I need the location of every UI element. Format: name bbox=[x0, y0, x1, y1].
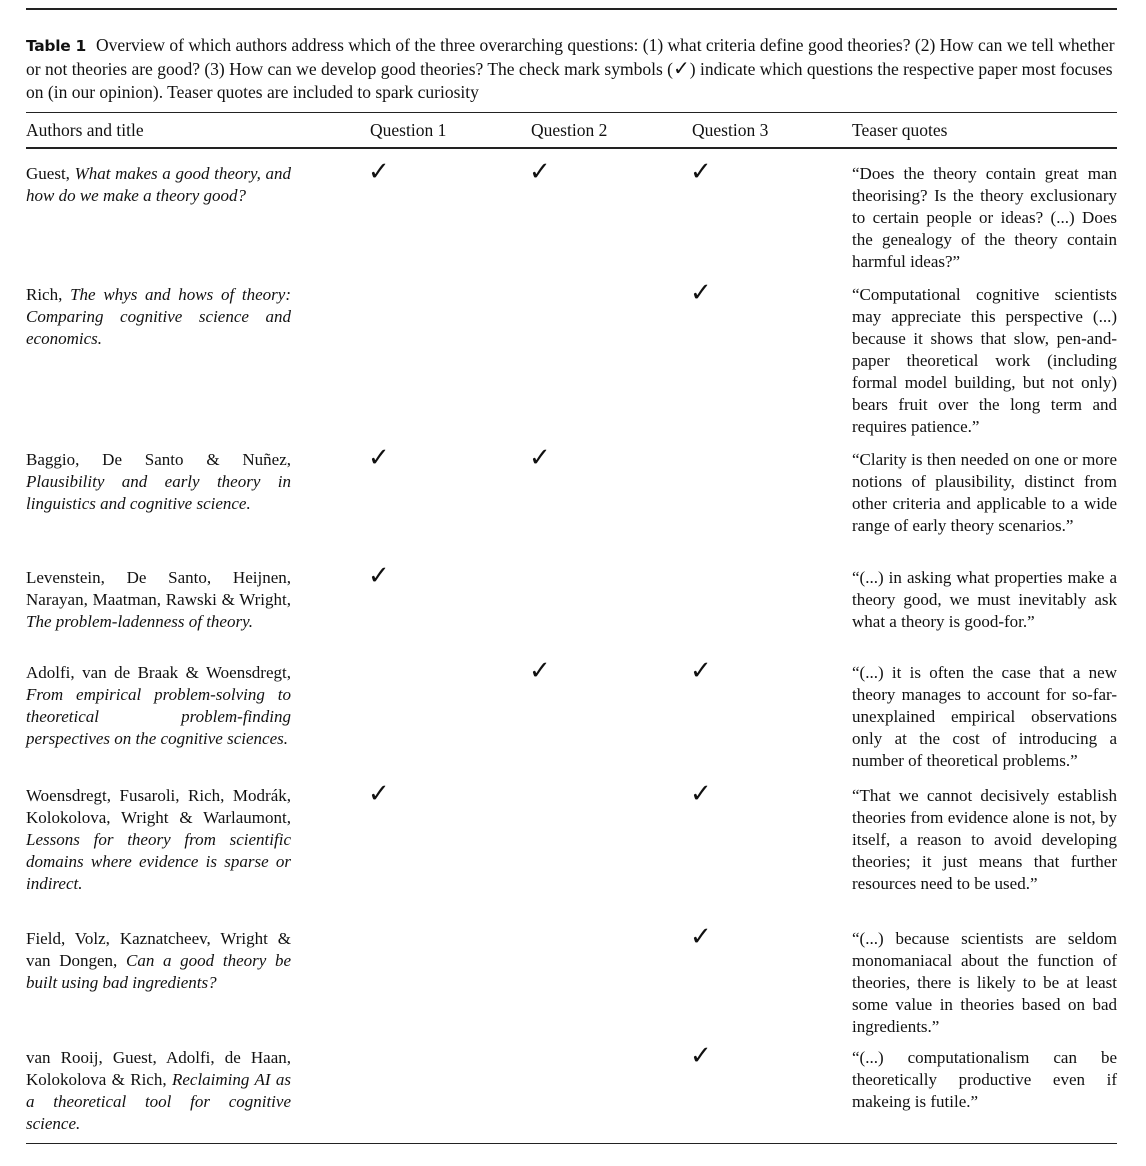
check-mark-question-1: ✓ bbox=[368, 157, 390, 187]
teaser-quote: “That we cannot decisively establish theories from evidence alone is not, by itself, a reason to avoid developing theories; it just means that further resources need to be used.” bbox=[852, 786, 1117, 893]
check-mark-question-1: ✓ bbox=[368, 779, 390, 809]
teaser-quote: “(...) in asking what properties make a theory good, we must inevitably ask what a theory is good-for.” bbox=[852, 568, 1117, 631]
authors-text: Woensdregt, Fusaroli, Rich, Modrák, Kolokolova, Wright & Warlaumont, bbox=[26, 786, 291, 827]
paper-title: The problem-ladenness of theory. bbox=[26, 612, 253, 631]
header-question-1: Question 1 bbox=[370, 120, 447, 140]
teaser-quote: “(...) computationalism can be theoretically productive even if makeing is futile.” bbox=[852, 1048, 1117, 1111]
teaser-quote: “Clarity is then needed on one or more notions of plausibility, distinct from other criteria and applicable to a wide range of early theory scenarios.” bbox=[852, 450, 1117, 535]
check-mark-question-3: ✓ bbox=[690, 1041, 712, 1071]
check-mark-question-3: ✓ bbox=[690, 656, 712, 686]
authors-and-title-cell bbox=[26, 163, 291, 207]
check-mark-question-1: ✓ bbox=[368, 443, 390, 473]
paper-title: Plausibility and early theory in linguistics and cognitive science. bbox=[26, 472, 291, 513]
teaser-quote: “(...) it is often the case that a new theory manages to account for so-far-unexplained empirical observations only at the cost of introducing a number of theoretical problems.” bbox=[852, 663, 1117, 770]
authors-text: Field, Volz, Kaznatcheev, Wright & van Dongen, bbox=[26, 929, 291, 970]
table-caption bbox=[26, 34, 1117, 104]
authors-and-title-cell bbox=[26, 928, 291, 994]
paper-title: From empirical problem-solving to theoretical problem-finding perspectives on the cognitive sciences. bbox=[26, 685, 291, 748]
top-rule bbox=[26, 8, 1117, 10]
authors-and-title-cell bbox=[26, 785, 291, 895]
authors-text: Rich, bbox=[26, 285, 63, 304]
authors-and-title-cell bbox=[26, 449, 291, 515]
header-top-rule bbox=[26, 112, 1117, 113]
caption-text-after: ) indicate which questions the respective paper most focuses on (in our opinion). Teaser quotes are included to spark curiosity bbox=[26, 59, 1113, 102]
authors-text: Levenstein, De Santo, Heijnen, Narayan, Maatman, Rawski & Wright, bbox=[26, 568, 291, 609]
header-authors: Authors and title bbox=[26, 120, 144, 140]
authors-and-title-cell bbox=[26, 1047, 291, 1135]
teaser-quote: “(...) because scientists are seldom monomaniacal about the function of theories, there is likely to be at least some value in theories based on bad ingredients.” bbox=[852, 929, 1117, 1036]
table-label: Table 1 bbox=[26, 37, 87, 55]
authors-text: Baggio, De Santo & Nuñez, bbox=[26, 450, 291, 469]
check-mark-question-2: ✓ bbox=[529, 157, 551, 187]
check-mark-question-1: ✓ bbox=[368, 561, 390, 591]
authors-and-title-cell bbox=[26, 662, 291, 750]
check-mark-question-3: ✓ bbox=[690, 278, 712, 308]
check-mark-question-3: ✓ bbox=[690, 157, 712, 187]
header-question-2: Question 2 bbox=[531, 120, 608, 140]
authors-and-title-cell bbox=[26, 284, 291, 350]
header-question-3: Question 3 bbox=[692, 120, 769, 140]
paper-title: Can a good theory be built using bad ingredients? bbox=[26, 951, 291, 992]
check-mark-question-2: ✓ bbox=[529, 443, 551, 473]
teaser-quote: “Computational cognitive scientists may appreciate this perspective (...) because it shows that slow, pen-and-paper theoretical work (including formal model building, but not only) bears fruit over the long term and requires patience.” bbox=[852, 285, 1117, 436]
caption-check-symbol: ✓ bbox=[672, 58, 690, 80]
header-teaser-quotes: Teaser quotes bbox=[852, 120, 948, 140]
header-bottom-rule bbox=[26, 147, 1117, 149]
caption-text-before: Overview of which authors address which of the three overarching questions: (1) what criteria define good theories? (2) How can we tell whether or not theories are good? (3) How can we develop good theories? The check mark symbols ( bbox=[26, 35, 1115, 79]
paper-title: Reclaiming AI as a theoretical tool for cognitive science. bbox=[26, 1070, 291, 1133]
check-mark-question-3: ✓ bbox=[690, 922, 712, 952]
authors-text: van Rooij, Guest, Adolfi, de Haan, Kolokolova & Rich, bbox=[26, 1048, 291, 1089]
authors-text: Guest, bbox=[26, 164, 70, 183]
check-mark-question-3: ✓ bbox=[690, 779, 712, 809]
authors-text: Adolfi, van de Braak & Woensdregt, bbox=[26, 663, 291, 682]
authors-and-title-cell bbox=[26, 567, 291, 633]
teaser-quote: “Does the theory contain great man theorising? Is the theory exclusionary to certain people or ideas? (...) Does the genealogy of the theory contain harmful ideas?” bbox=[852, 164, 1117, 271]
bottom-rule bbox=[26, 1143, 1117, 1144]
paper-title: The whys and hows of theory: Comparing cognitive science and economics. bbox=[26, 285, 291, 348]
check-mark-question-2: ✓ bbox=[529, 656, 551, 686]
paper-title: Lessons for theory from scientific domains where evidence is sparse or indirect. bbox=[26, 830, 291, 893]
paper-title: What makes a good theory, and how do we make a theory good? bbox=[26, 164, 292, 205]
